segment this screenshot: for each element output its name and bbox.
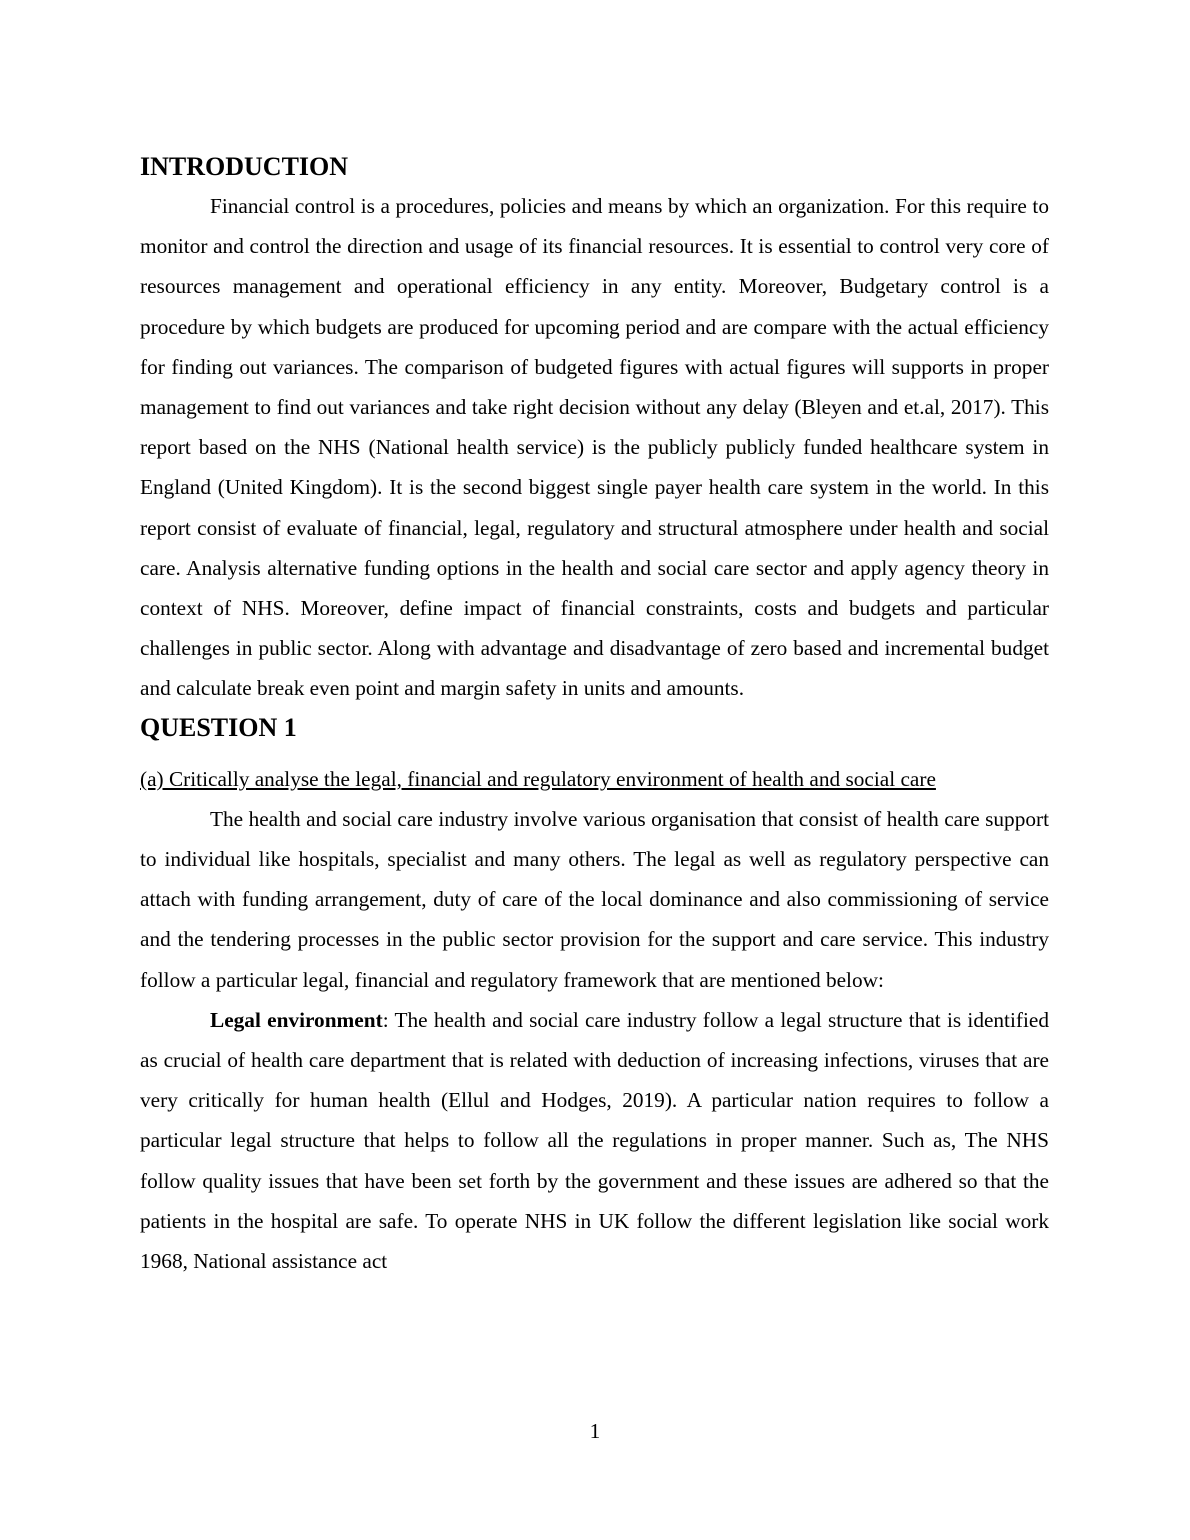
question-1a-subheading: (a) Critically analyse the legal, financial and regulatory environment of health and social care <box>140 766 936 791</box>
question-1-heading: QUESTION 1 <box>140 712 297 742</box>
legal-environment-text: : The health and social care industry follow a legal structure that is identified as crucial of health care department that is related with deduction of increasing infections, viruses that are very critically for human health (Ellul and Hodges, 2019). A particular nation requires to follow a particular legal structure that helps to follow all the regulations in proper manner. Such as, The NHS follow quality issues that have been set forth by the government and these issues are adhered so that the patients in the hospital are safe. To operate NHS in UK follow the different legislation like social work 1968, National assistance act <box>140 1007 1050 1274</box>
legal-environment-label: Legal environment <box>210 1007 383 1032</box>
introduction-heading: INTRODUCTION <box>140 152 349 181</box>
page-content <box>140 148 1049 1281</box>
page-number: 1 <box>589 1419 601 1443</box>
legal-environment-paragraph <box>140 1000 1049 1281</box>
question-1-paragraph: The health and social care industry involve various organisation that consist of health care support to individual like hospitals, specialist and many others. The legal as well as regulatory perspective can attach with funding arrangement, duty of care of the local dominance and also commissioning of service and the tendering processes in the public sector provision for the support and care service. This industry follow a particular legal, financial and regulatory framework that are mentioned below: <box>140 806 1049 992</box>
introduction-paragraph: Financial control is a procedures, policies and means by which an organization. For this require to monitor and control the direction and usage of its financial resources. It is essential to control very core of resources management and operational efficiency in any entity. Moreover, Budgetary control is a procedure by which budgets are produced for upcoming period and are compare with the actual efficiency for finding out variances. The comparison of budgeted figures with actual figures will supports in proper management to find out variances and take right decision without any delay (Bleyen and et.al, 2017). This report based on the NHS (National health service) is the publicly publicly funded healthcare system in England (United Kingdom). It is the second biggest single payer health care system in the world. In this report consist of evaluate of financial, legal, regulatory and structural atmosphere under health and social care. Analysis alternative funding options in the health and social care sector and apply agency theory in context of NHS. Moreover, define impact of financial constraints, costs and budgets and particular challenges in public sector. Along with advantage and disadvantage of zero based and incremental budget and calculate break even point and margin safety in units and amounts. <box>140 194 1049 701</box>
